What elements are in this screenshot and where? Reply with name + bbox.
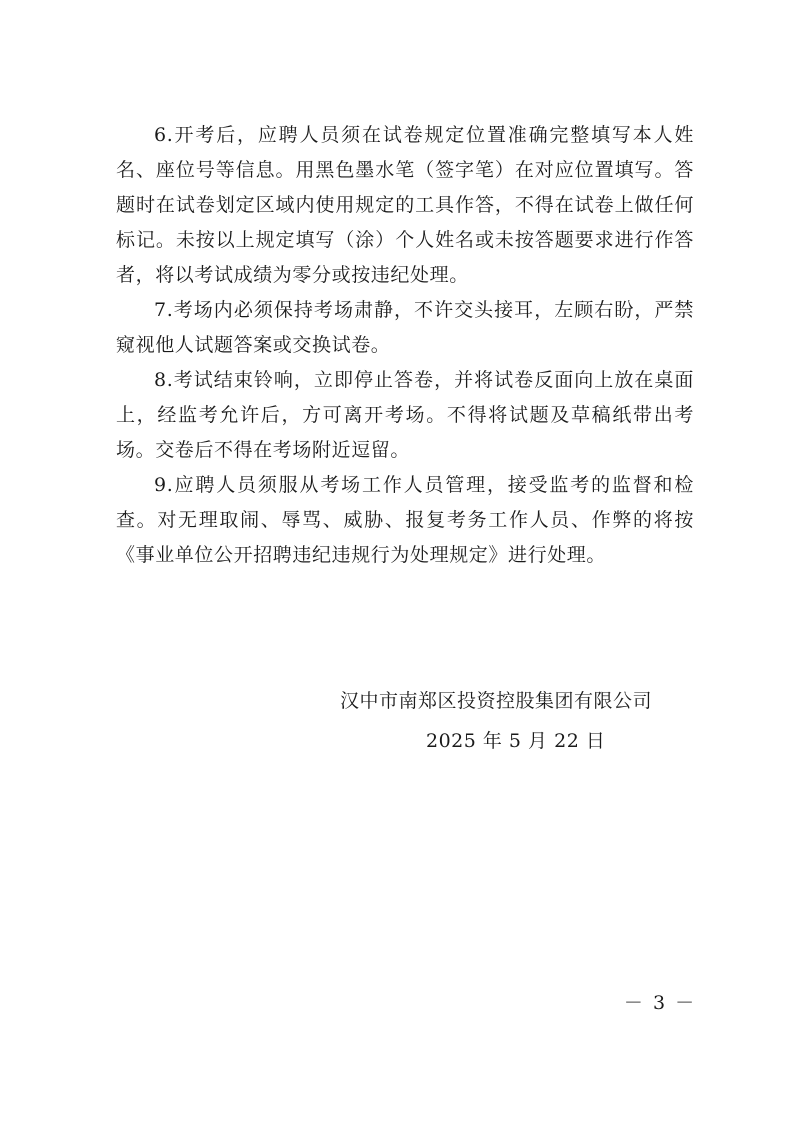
paragraph-item-9: 9.应聘人员须服从考场工作人员管理，接受监考的监督和检查。对无理取闹、辱骂、威胁、报复考务工作人员、作弊的将按《事业单位公开招聘违纪违规行为处理规定》进行处理。 <box>116 474 694 566</box>
issue-date: 2025 年 5 月 22 日 <box>426 730 606 752</box>
page-number: － 3 － <box>623 992 697 1014</box>
paragraph-item-6: 6.开考后，应聘人员须在试卷规定位置准确完整填写本人姓名、座位号等信息。用黑色墨水笔（签字笔）在对应位置填写。答题时在试卷划定区域内使用规定的工具作答，不得在试卷上做任何标记。未按以上规定填写（涂）个人姓名或未按答题要求进行作答者，将以考试成绩为零分或按违纪处理。 <box>116 124 694 286</box>
paragraph-item-7: 7.考场内必须保持考场肃静，不许交头接耳，左顾右盼，严禁窥视他人试题答案或交换试卷。 <box>116 299 694 356</box>
issuing-organization: 汉中市南郑区投资控股集团有限公司 <box>340 690 653 712</box>
document-body <box>116 118 694 573</box>
paragraph-item-8: 8.考试结束铃响，立即停止答卷，并将试卷反面向上放在桌面上，经监考允许后，方可离开考场。不得将试题及草稿纸带出考场。交卷后不得在考场附近逗留。 <box>116 369 694 461</box>
